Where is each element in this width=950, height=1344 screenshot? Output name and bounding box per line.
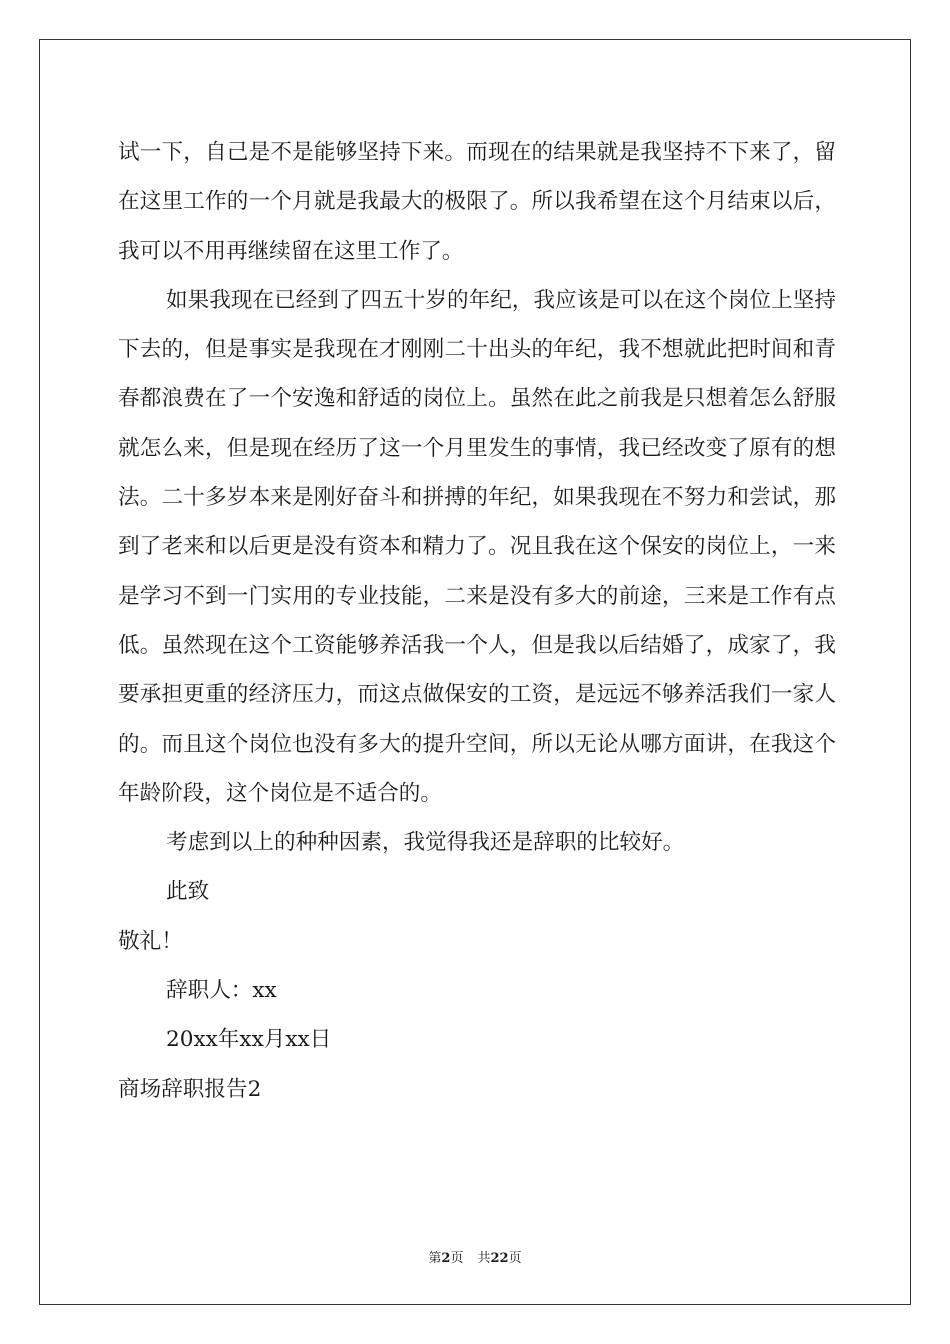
section-heading: 商场辞职报告2 [118,1076,262,1102]
paragraph-conclusion: 考虑到以上的种种因素，我觉得我还是辞职的比较好。 [166,830,685,856]
salutation-cizhi: 此致 [166,879,210,905]
signature-line: 辞职人：xx [166,978,277,1004]
footer-total-suffix: 页 [508,1251,522,1266]
document-body [118,128,836,1114]
paragraph-continuation: 试一下，自己是不是能够坚持下来。而现在的结果就是我坚持不下来了，留在这里工作的一个月就是我最大的极限了。所以我希望在这个月结束以后，我可以不用再继续留在这里工作了。 [118,140,836,264]
footer-total-pages: 22 [490,1251,509,1266]
footer-page-number: 2 [441,1251,451,1266]
footer-total-prefix: 共 [477,1251,491,1266]
footer-page-suffix: 页 [450,1251,464,1266]
date-line: 20xx年xx月xx日 [166,1027,332,1053]
salutation-jingli: 敬礼！ [118,928,183,954]
paragraph-main-reason: 如果我现在已经到了四五十岁的年纪，我应该是可以在这个岗位上坚持下去的，但是事实是我现在才刚刚二十出头的年纪，我不想就此把时间和青春都浪费在了一个安逸和舒适的岗位上。虽然在此之前我是只想着怎么舒服就怎么来，但是现在经历了这一个月里发生的事情，我已经改变了原有的想法。二十多岁本来是刚好奋斗和拼搏的年纪，如果我现在不努力和尝试，那到了老来和以后更是没有资本和精力了。况且我在这个保安的岗位上，一来是学习不到一门实用的专业技能，二来是没有多大的前途，三来是工作有点低。虽然现在这个工资能够养活我一个人，但是我以后结婚了，成家了，我要承担更重的经济压力，而这点做保安的工资，是远远不够养活我们一家人的。而且这个岗位也没有多大的提升空间，所以无论从哪方面讲，在我这个年龄阶段，这个岗位是不适合的。 [118,287,836,806]
footer-page-prefix: 第 [428,1251,442,1266]
page-footer [0,1247,950,1266]
